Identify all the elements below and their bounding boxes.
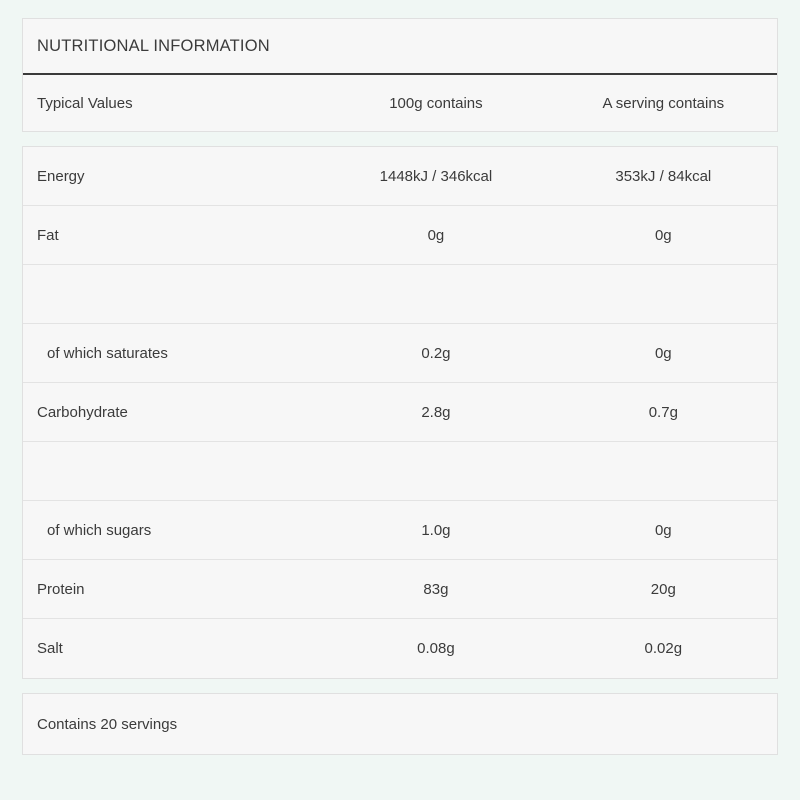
row-value-per-100g: 1.0g: [421, 521, 451, 539]
table-row: [23, 560, 777, 619]
row-label: Fat: [37, 226, 59, 244]
row-value-per-100g: 1448kJ / 346kcal: [379, 167, 493, 185]
row-value-per-serving: 0.7g: [648, 403, 678, 421]
row-label: of which sugars: [47, 521, 152, 539]
row-value-per-100g: 0g: [427, 226, 445, 244]
table-row: [23, 147, 777, 206]
table-footer-gap: [22, 679, 778, 693]
servings-panel: [22, 693, 778, 755]
column-header-typical-values: Typical Values: [37, 94, 133, 112]
table-row: [23, 619, 777, 678]
row-value-per-100g: 0.2g: [421, 344, 451, 362]
page-title: NUTRITIONAL INFORMATION: [37, 36, 270, 55]
column-header-row: [23, 75, 777, 131]
table-row: [23, 383, 777, 442]
column-header-per-100g: 100g contains: [389, 94, 483, 112]
nutrition-title-row: [23, 19, 777, 75]
table-row: [23, 501, 777, 560]
header-table-gap: [22, 132, 778, 146]
nutrition-header-panel: [22, 18, 778, 132]
row-value-per-100g: 0.08g: [417, 640, 455, 657]
servings-text: Contains 20 servings: [37, 715, 178, 733]
row-value-per-serving: 0.02g: [644, 640, 683, 657]
row-label: of which saturates: [47, 344, 168, 362]
row-label: Protein: [37, 580, 85, 598]
row-value-per-serving: 0g: [654, 521, 672, 539]
row-value-per-100g: 83g: [423, 580, 449, 598]
row-value-per-100g: 2.8g: [421, 403, 451, 421]
table-row: [23, 442, 777, 501]
row-value-per-serving: 20g: [650, 580, 676, 598]
row-value-per-serving: 353kJ / 84kcal: [615, 167, 712, 185]
row-value-per-serving: 0g: [654, 344, 672, 362]
row-label: Carbohydrate: [37, 403, 128, 421]
table-row: [23, 324, 777, 383]
row-label: Energy: [37, 167, 85, 185]
column-header-per-serving: A serving contains: [602, 94, 725, 112]
nutrition-table: [22, 146, 778, 679]
row-value-per-serving: 0g: [654, 226, 672, 244]
table-row: [23, 265, 777, 324]
table-row: [23, 206, 777, 265]
row-label: Salt: [37, 640, 63, 657]
